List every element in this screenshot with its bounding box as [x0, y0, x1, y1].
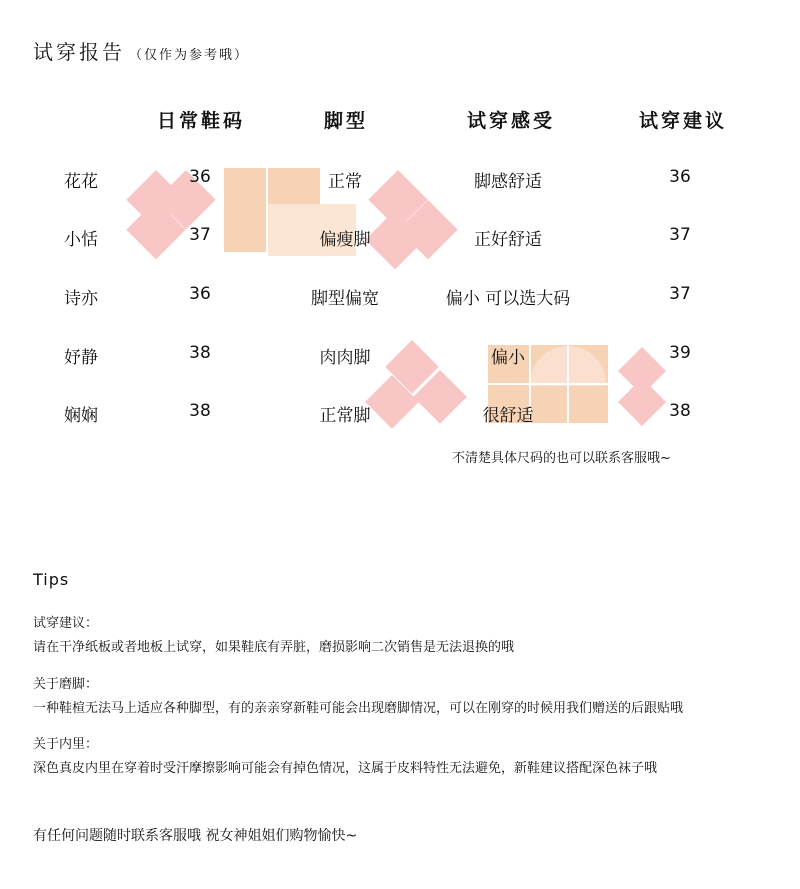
- tip-title: 试穿建议：: [33, 616, 99, 631]
- row-advice: 39: [669, 343, 691, 363]
- page-title: [33, 36, 249, 65]
- header-foot: 脚型: [323, 110, 369, 132]
- row-name: 妤静: [64, 348, 98, 368]
- row-foot: 肉肉脚: [319, 348, 371, 368]
- row-size: 38: [189, 401, 211, 421]
- title-main: 试穿报告: [33, 40, 125, 64]
- row-feel: 很舒适: [482, 406, 534, 426]
- tip-text: 请在干净纸板或者地板上试穿，如果鞋底有弄脏，磨损影响二次销售是无法退换的哦: [33, 640, 515, 655]
- row-foot: 正常: [328, 172, 362, 192]
- row-name: 诗亦: [64, 289, 98, 309]
- tip-text: 一种鞋楦无法马上适应各种脚型，有的亲亲穿新鞋可能会出现磨脚情况，可以在刚穿的时候用我们赠送的后跟贴哦: [33, 701, 684, 716]
- row-name: 花花: [64, 172, 98, 192]
- row-feel: 正好舒适: [474, 230, 542, 250]
- tip-title: 关于内里：: [33, 737, 99, 752]
- size-note: 不清楚具体尺码的也可以联系客服哦~: [452, 451, 671, 466]
- tip-title: 关于磨脚：: [33, 677, 99, 692]
- row-feel: 脚感舒适: [474, 172, 542, 192]
- row-foot: 正常脚: [319, 406, 371, 426]
- footer-message: 有任何问题随时联系客服哦 祝女神姐姐们购物愉快~: [33, 828, 358, 844]
- row-name: 小恬: [64, 230, 98, 250]
- header-size: 日常鞋码: [156, 110, 246, 132]
- decorative-shapes: [0, 0, 800, 440]
- row-name: 娴娴: [64, 406, 98, 426]
- header-advice: 试穿建议: [638, 110, 728, 132]
- row-size: 37: [189, 225, 211, 245]
- tip-text: 深色真皮内里在穿着时受汗摩擦影响可能会有掉色情况，这属于皮料特性无法避免，新鞋建议搭配深色袜子哦: [33, 761, 658, 776]
- row-size: 38: [189, 343, 211, 363]
- row-feel: 偏小: [491, 348, 525, 368]
- row-size: 36: [189, 167, 211, 187]
- tips-heading: Tips: [33, 570, 70, 589]
- title-sub: （仅作为参考哦）: [129, 48, 250, 63]
- row-foot: 脚型偏宽: [311, 289, 379, 309]
- row-feel: 偏小 可以选大码: [445, 289, 571, 309]
- row-advice: 36: [669, 167, 691, 187]
- row-advice: 37: [669, 225, 691, 245]
- row-advice: 37: [669, 284, 691, 304]
- header-feel: 试穿感受: [466, 110, 556, 132]
- row-foot: 偏瘦脚: [319, 230, 371, 250]
- row-size: 36: [189, 284, 211, 304]
- row-advice: 38: [669, 401, 691, 421]
